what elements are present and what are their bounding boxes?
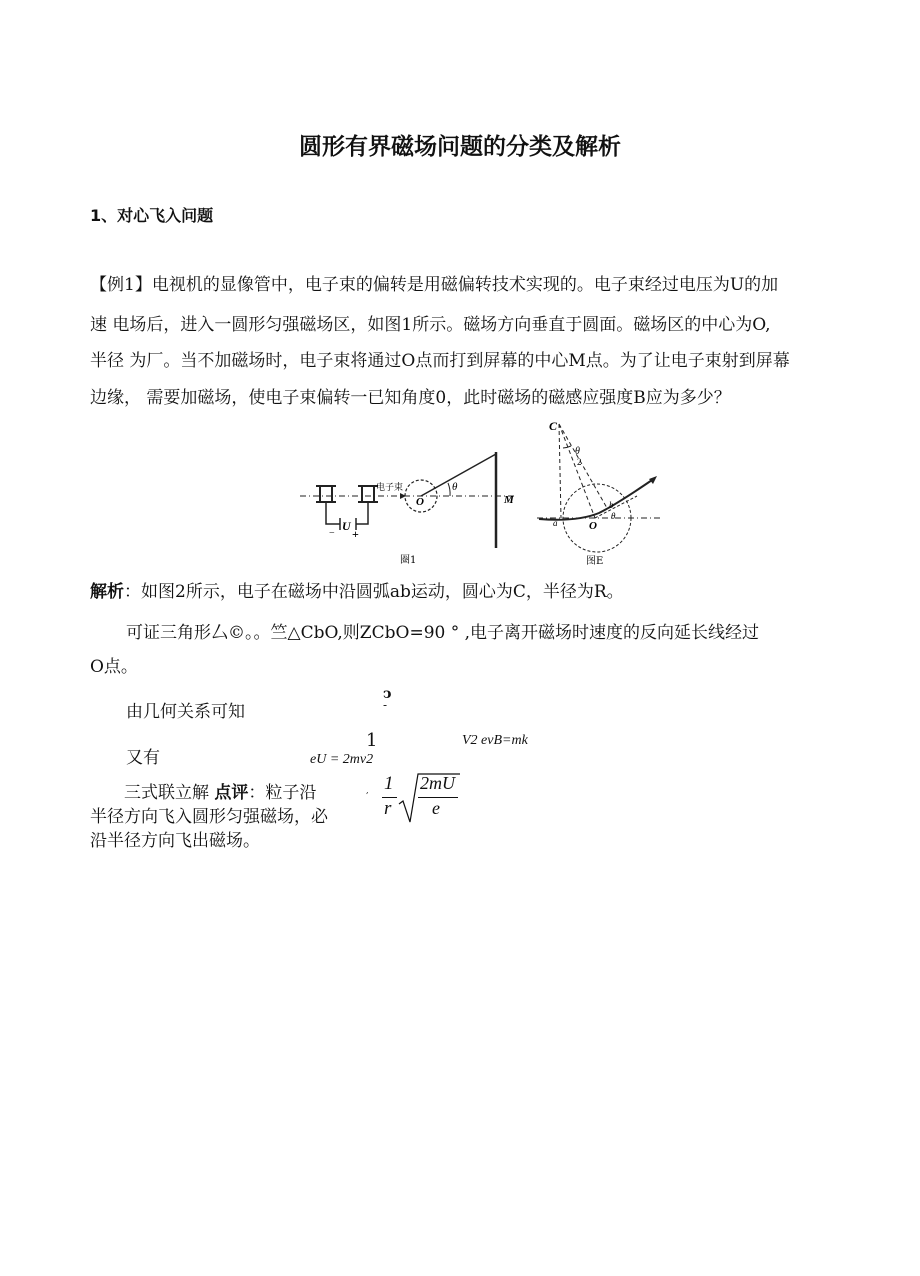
- theta-label: θ: [452, 481, 458, 493]
- point-a-label: a: [553, 518, 558, 528]
- analysis-line-3: O点。: [90, 657, 138, 677]
- theta-2-label: θ: [611, 511, 616, 521]
- beam-label: 电子束: [376, 482, 404, 492]
- also-text: 又有: [126, 748, 160, 768]
- half-denominator: 2: [577, 457, 582, 467]
- comment-line-3: 沿半径方向飞出磁场。: [90, 831, 260, 851]
- sqrt-denominator: e: [432, 798, 440, 818]
- voltage-label: U: [342, 519, 351, 533]
- theta-half-label: θ: [575, 446, 580, 457]
- formula-numerator: 1: [384, 773, 394, 794]
- point-b-label: b: [609, 500, 614, 510]
- example-line-2: 速 电场后，进入一圆形匀强磁场区，如图1所示。磁场方向垂直于圆面。磁场区的中心为O,: [90, 315, 771, 335]
- screen-center-M: M: [504, 494, 514, 506]
- figure-1: [300, 450, 525, 565]
- electron-trajectory: [539, 478, 655, 520]
- center-C-label: C: [549, 419, 558, 433]
- figure-2: [537, 418, 667, 568]
- comment-line-2: 半径方向飞入圆形匀强磁场，必: [90, 807, 328, 827]
- analysis-line-1: [90, 577, 624, 602]
- circuit-wire: [326, 502, 340, 524]
- analysis-label: 解析: [90, 582, 124, 602]
- radius-Cb: [559, 424, 607, 508]
- deflected-beam: [421, 454, 496, 496]
- plus-sign: +: [352, 527, 359, 541]
- center-O-label: O: [416, 496, 424, 508]
- also-eq1-clip: [310, 752, 405, 764]
- formula-comma: ,: [366, 786, 369, 795]
- formula-denominator: r: [384, 798, 392, 819]
- sqrt-numerator: 2mU: [420, 773, 455, 793]
- figure-2-caption: 图E: [586, 556, 604, 567]
- solve-text: 三式联立解: [124, 783, 209, 803]
- also-eq2: V2 evB=mk: [462, 733, 528, 748]
- page-title: 圆形有界磁场问题的分类及解析: [299, 134, 621, 160]
- anode-plate: [362, 486, 374, 502]
- radius-Ca: [559, 424, 561, 518]
- geometry-dash: -: [383, 698, 388, 712]
- section-heading: 1、对心飞入问题: [90, 206, 214, 225]
- comment-label: 点评: [214, 783, 249, 803]
- analysis-text: ：如图2所示，电子在磁场中沿圆弧ab运动，圆心为C，半径为R。: [124, 582, 624, 602]
- analysis-line-2: 可证三角形厶©。。竺△CbO,则ZCbO=90 ° ,电子离开磁场时速度的反向延长线经过: [126, 623, 760, 643]
- line-CO: [559, 424, 595, 518]
- example-line-3: 半径 为厂。当不加磁场时，电子束将通过O点而打到屏幕的中心M点。为了让电子束射到屏幕: [90, 351, 790, 371]
- figure-1-caption: 圏1: [400, 555, 417, 565]
- also-eq1: eU = 2mv2: [310, 752, 374, 764]
- center-O2-label: O: [589, 520, 597, 532]
- example-line-4: 边缘， 需要加磁场，使电子束偏转一已知角度0，此时磁场的磁感应强度B应为多少？: [90, 388, 731, 408]
- geometry-expression: ↄ: [383, 686, 392, 702]
- comment-rest: ：粒子沿: [248, 783, 317, 803]
- also-one: 1: [366, 730, 378, 751]
- cathode-plate: [320, 486, 332, 502]
- example-line-1: 【例1】电视机的显像管中，电子束的偏转是用磁偏转技术实现的。电子束经过电压为U的加: [90, 275, 779, 295]
- conclusion-line-1: [124, 778, 316, 803]
- minus-sign: −: [329, 528, 335, 539]
- geometry-text: 由几何关系可知: [126, 702, 245, 722]
